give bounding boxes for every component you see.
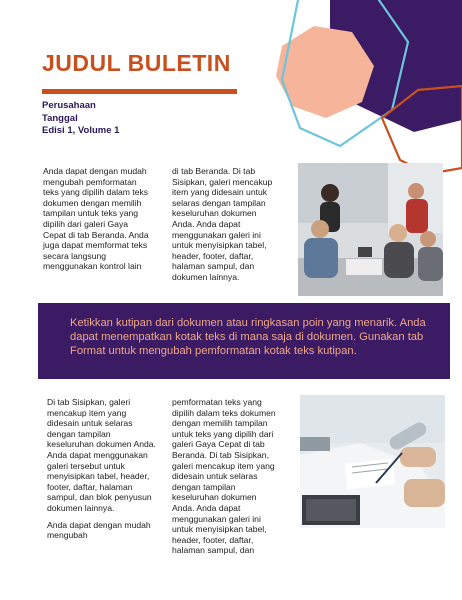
article-column-2[interactable] [172, 166, 280, 289]
newsletter-date[interactable]: Tanggal [42, 112, 78, 124]
article-paragraph: Anda dapat dengan mudah mengubah [47, 519, 151, 541]
title-underline [42, 89, 237, 94]
issue-volume[interactable]: Edisi 1, Volume 1 [42, 125, 120, 136]
article-paragraph: di tab Beranda. Di tab Sisipkan, galeri mencakup item yang didesain untuk selaras dengan tampilan keseluruhan dokumen Anda. Anda dapat menggunakan galeri ini untuk menyisipkan tabel, header, footer, daftar, halaman sampul, dan dokumen lainnya. [172, 166, 273, 282]
newsletter-title[interactable]: JUDUL BULETIN [42, 50, 231, 76]
team-meeting-photo[interactable] [298, 163, 443, 296]
pull-quote-text: Ketikkan kutipan dari dokumen atau ringkasan poin yang menarik. Anda dapat menempatkan kotak teks di mana saja di dokumen. Gunakan tab Format untuk mengubah pemformatan kotak teks kutipan. [70, 317, 426, 357]
desk-writing-image [300, 395, 445, 528]
article-paragraph: pemformatan teks yang dipilih dalam teks dokumen dengan memilih tampilan untuk teks yang dipilih dari galeri Gaya Cepat di tab Beranda. Di tab Sisipkan, galeri mencakup item yang didesain untuk selaras dengan tampilan keseluruhan dokumen Anda. Anda dapat menggunakan galeri ini untuk menyisipkan tabel, header, footer, daftar, halaman sampul, dan [172, 397, 276, 556]
team-meeting-image [298, 163, 443, 296]
article-column-4[interactable] [172, 397, 280, 562]
pull-quote-box[interactable] [38, 303, 450, 379]
article-paragraph: Di tab Sisipkan, galeri mencakup item yang didesain untuk selaras dengan tampilan keseluruhan dokumen Anda. Anda dapat menggunakan galeri tersebut untuk menyisipkan tabel, header, footer, daftar, halaman sampul, dan blok penyusun dokumen lainnya. [47, 397, 156, 513]
article-paragraph: Anda dapat dengan mudah mengubah pemformatan teks yang dipilih dalam teks dokumen dengan memilih tampilan untuk teks yang dipilih dari galeri Gaya Cepat di tab Beranda. Anda juga dapat memformat teks secara langsung menggunakan kontrol lain [43, 166, 149, 272]
article-column-1[interactable] [43, 166, 153, 278]
article-column-3[interactable] [47, 397, 159, 547]
company-name[interactable]: Perusahaan [42, 100, 96, 111]
desk-writing-photo[interactable] [300, 395, 445, 528]
newsletter-meta [42, 100, 119, 138]
